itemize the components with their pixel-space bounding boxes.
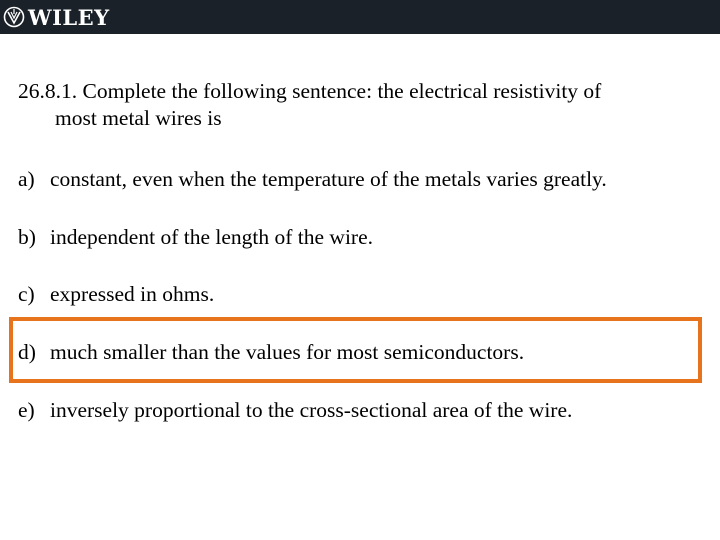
- question-number: 26.8.1.: [18, 79, 78, 103]
- option-c[interactable]: [18, 280, 698, 308]
- option-b[interactable]: [18, 223, 698, 251]
- header-bar: [0, 0, 720, 34]
- wiley-logo: [0, 0, 110, 34]
- option-text: much smaller than the values for most semiconductors.: [50, 340, 525, 364]
- wiley-logo-icon: [2, 5, 26, 29]
- option-text: expressed in ohms.: [50, 282, 215, 306]
- option-letter: b): [18, 225, 36, 249]
- option-text: independent of the length of the wire.: [50, 225, 373, 249]
- option-text: constant, even when the temperature of the metals varies greatly.: [50, 167, 607, 191]
- question-line-1: Complete the following sentence: the electrical resistivity of: [82, 79, 602, 103]
- option-letter: a): [18, 167, 35, 191]
- option-letter: d): [18, 340, 36, 364]
- option-a[interactable]: [18, 165, 698, 193]
- question-line-2: most metal wires is: [55, 106, 222, 130]
- option-letter: c): [18, 282, 35, 306]
- option-e[interactable]: [18, 396, 698, 424]
- question-text: [18, 78, 698, 132]
- brand-name: WILEY: [28, 4, 110, 30]
- option-letter: e): [18, 398, 35, 422]
- option-text: inversely proportional to the cross-sectional area of the wire.: [50, 398, 573, 422]
- option-d[interactable]: [18, 338, 698, 366]
